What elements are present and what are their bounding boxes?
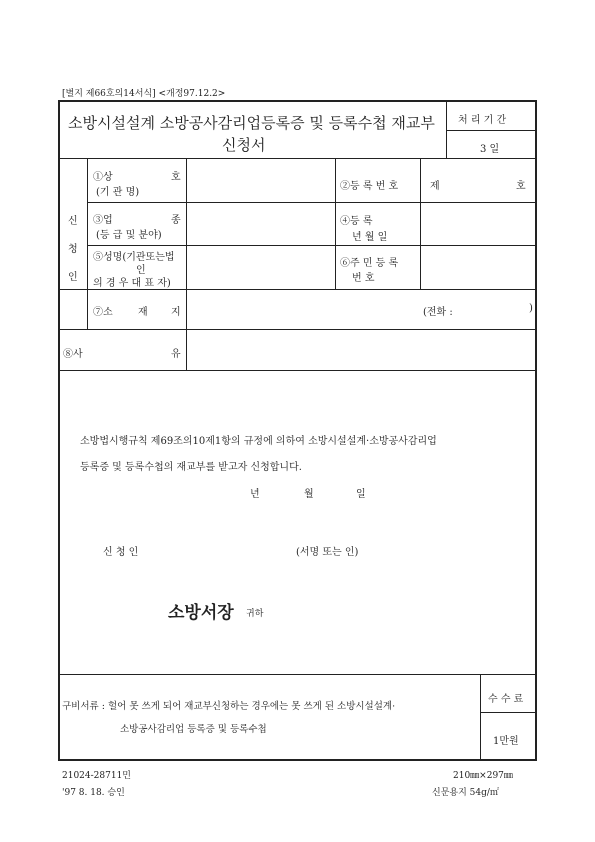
resident-no-label-2: 번 호 bbox=[352, 273, 375, 284]
applicant-label-1: 신 bbox=[68, 216, 78, 227]
name-label-2: 인 bbox=[136, 265, 146, 276]
reason-label-end: 유 bbox=[171, 349, 181, 360]
statement-line2: 등록증 및 등록수첩의 재교부를 받고자 신청합니다. bbox=[80, 462, 302, 473]
name-label-1: ⑤성명(기관또는법 bbox=[93, 252, 175, 263]
address-label-mid: 재 bbox=[138, 307, 148, 318]
business-type-sub: (등 급 및 분야) bbox=[96, 230, 162, 241]
statement-line1: 소방법시행규칙 제69조의10제1항의 규정에 의하여 소방시설설계·소방공사감리업 bbox=[80, 436, 437, 447]
reg-no-field[interactable] bbox=[440, 160, 514, 201]
reg-date-field[interactable] bbox=[422, 204, 534, 244]
address-field[interactable] bbox=[188, 291, 418, 328]
business-type-label: ③업 bbox=[93, 215, 113, 226]
reason-field[interactable] bbox=[188, 331, 534, 369]
phone-field[interactable] bbox=[466, 291, 526, 328]
trade-name-label-end: 호 bbox=[171, 172, 181, 183]
addressee: 소방서장 bbox=[168, 603, 234, 623]
resident-no-label-1: ⑥주 민 등 록 bbox=[340, 258, 399, 269]
date-month: 월 bbox=[304, 489, 314, 500]
business-type-field[interactable] bbox=[188, 204, 334, 244]
form-reference: [별지 제66호의14서식] <개정97.12.2> bbox=[62, 89, 226, 99]
form-title-line2: 신청서 bbox=[222, 136, 266, 154]
signature-label: (서명 또는 인) bbox=[296, 547, 359, 558]
resident-no-field[interactable] bbox=[422, 247, 534, 288]
reg-no-suffix: 호 bbox=[516, 181, 526, 192]
phone-label: (전화 : bbox=[423, 307, 453, 318]
address-label-end: 지 bbox=[171, 307, 181, 318]
attachments-line2: 소방공사감리업 등록증 및 등록수첩 bbox=[120, 724, 267, 735]
reg-no-prefix: 제 bbox=[430, 181, 440, 192]
reg-date-label-1: ④등 록 bbox=[340, 216, 373, 227]
date-year: 년 bbox=[250, 489, 260, 500]
approval-date: '97 8. 18. 승인 bbox=[62, 788, 125, 798]
trade-name-label: ①상 bbox=[93, 172, 113, 183]
business-type-label-end: 종 bbox=[171, 215, 181, 226]
date-day: 일 bbox=[356, 489, 366, 500]
trade-name-field[interactable] bbox=[188, 160, 334, 201]
paper-type: 신문용지 54g/㎡ bbox=[432, 788, 499, 798]
applicant-label-2: 청 bbox=[68, 244, 78, 255]
fee-value: 1만원 bbox=[493, 736, 519, 747]
paper-size: 210㎜×297㎜ bbox=[453, 771, 513, 781]
processing-period-label: 처 리 기 간 bbox=[458, 115, 507, 126]
fee-label: 수 수 료 bbox=[488, 694, 524, 705]
trade-name-sub: (기 관 명) bbox=[96, 187, 140, 198]
phone-close: ) bbox=[529, 303, 533, 314]
applicant-sign-label: 신 청 인 bbox=[103, 547, 139, 558]
attachments-line1: 구비서류 : 헐어 못 쓰게 되어 재교부신청하는 경우에는 못 쓰게 된 소방시설설계· bbox=[62, 701, 396, 712]
honorific: 귀하 bbox=[246, 609, 264, 619]
applicant-label-3: 인 bbox=[68, 272, 78, 283]
name-label-3: 의 경 우 대 표 자) bbox=[93, 278, 171, 289]
address-label: ⑦소 bbox=[93, 307, 113, 318]
reg-no-label: ②등 록 번 호 bbox=[340, 181, 399, 192]
name-field[interactable] bbox=[188, 247, 334, 288]
reg-date-label-2: 년 월 일 bbox=[352, 232, 388, 243]
processing-period-value: 3 일 bbox=[480, 144, 500, 155]
form-title-line1: 소방시설설계 소방공사감리업등록증 및 등록수첩 재교부 bbox=[68, 114, 435, 132]
reason-label: ⑧사 bbox=[63, 349, 83, 360]
form-code: 21024-28711민 bbox=[62, 771, 131, 781]
